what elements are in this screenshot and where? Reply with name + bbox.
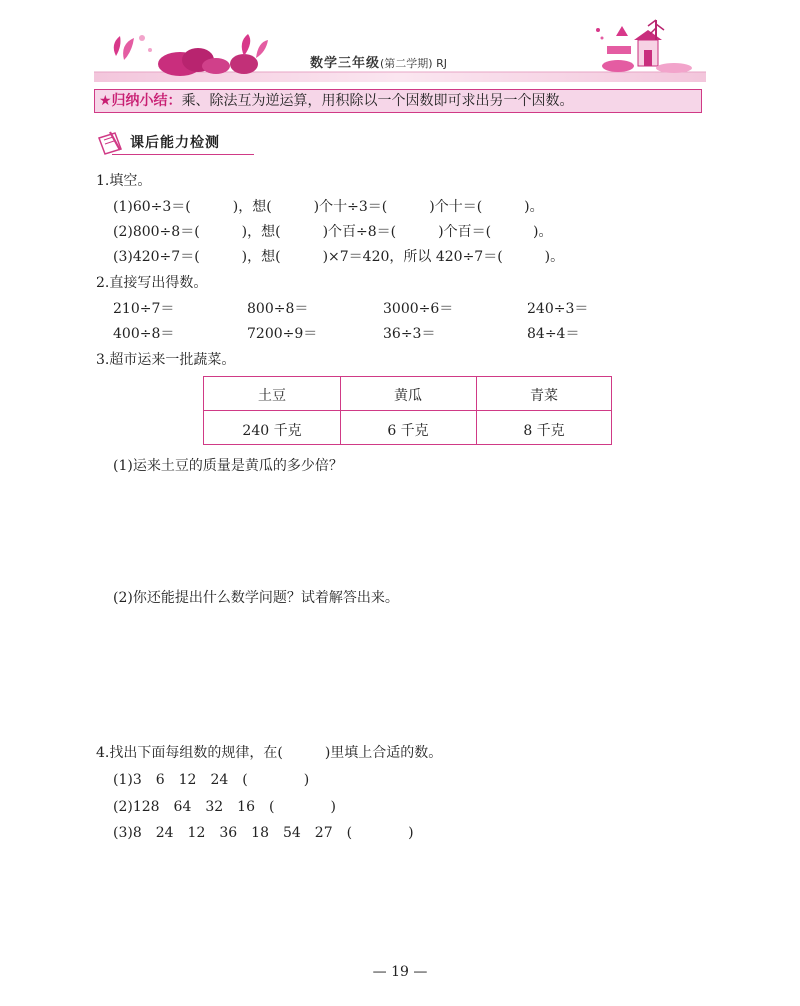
q1-item-3: (3)420÷7＝( )，想( )×7＝420，所以 420÷7＝( )。	[113, 249, 565, 265]
table-value-cell: 6 千克	[387, 423, 429, 439]
house-decoration-icon	[596, 20, 692, 73]
q2-calc: 3000÷6＝	[383, 301, 454, 317]
q3-sub-2: (2)你还能提出什么数学问题？试着解答出来。	[113, 590, 399, 606]
table-value-cell: 240 千克	[242, 423, 302, 439]
q3-sub-1: (1)运来土豆的质量是黄瓜的多少倍？	[113, 458, 343, 474]
q1-title: 1.填空。	[96, 173, 152, 189]
header-banner	[94, 16, 706, 82]
table-header-cell: 土豆	[258, 388, 286, 404]
book-subtitle: (第二学期) RJ	[380, 57, 447, 70]
page-number: — 19 —	[372, 964, 428, 980]
q2-calc: 7200÷9＝	[247, 326, 318, 342]
q2-calc: 210÷7＝	[113, 301, 175, 317]
q2-calc: 36÷3＝	[383, 326, 436, 342]
summary-label: ★归纳小结：	[99, 93, 182, 109]
vegetable-table	[203, 376, 612, 445]
q1-item-2: (2)800÷8＝( )，想( )个百÷8＝( )个百＝( )。	[113, 224, 553, 240]
table-header-cell: 青菜	[530, 388, 558, 404]
flower-decoration-icon	[114, 35, 152, 60]
section-title: 课后能力检测	[130, 135, 220, 151]
q3-title: 3.超市运来一批蔬菜。	[96, 352, 236, 368]
summary-text: 乘、除法互为逆运算，用积除以一个因数即可求出另一个因数。	[181, 93, 574, 109]
q4-item-3: (3)8 24 12 36 18 54 27 ( )	[113, 825, 414, 841]
q4-item-2: (2)128 64 32 16 ( )	[113, 799, 336, 815]
q4-item-1: (1)3 6 12 24 ( )	[113, 772, 310, 788]
header-title	[310, 52, 447, 71]
q2-calc: 800÷8＝	[247, 301, 309, 317]
q2-calc: 240÷3＝	[527, 301, 589, 317]
book-title: 数学三年级	[310, 56, 381, 71]
q2-calc: 400÷8＝	[113, 326, 175, 342]
q2-calc: 84÷4＝	[527, 326, 580, 342]
q1-item-1: (1)60÷3＝( )，想( )个十÷3＝( )个十＝( )。	[113, 199, 544, 215]
bush-decoration-icon	[158, 34, 268, 76]
q4-title: 4.找出下面每组数的规律，在( )里填上合适的数。	[96, 745, 443, 761]
table-value-cell: 8 千克	[523, 423, 565, 439]
table-divider	[204, 410, 611, 411]
summary-box	[94, 89, 702, 113]
q2-title: 2.直接写出得数。	[96, 275, 208, 291]
table-header-cell: 黄瓜	[394, 388, 422, 404]
section-underline	[112, 154, 254, 155]
